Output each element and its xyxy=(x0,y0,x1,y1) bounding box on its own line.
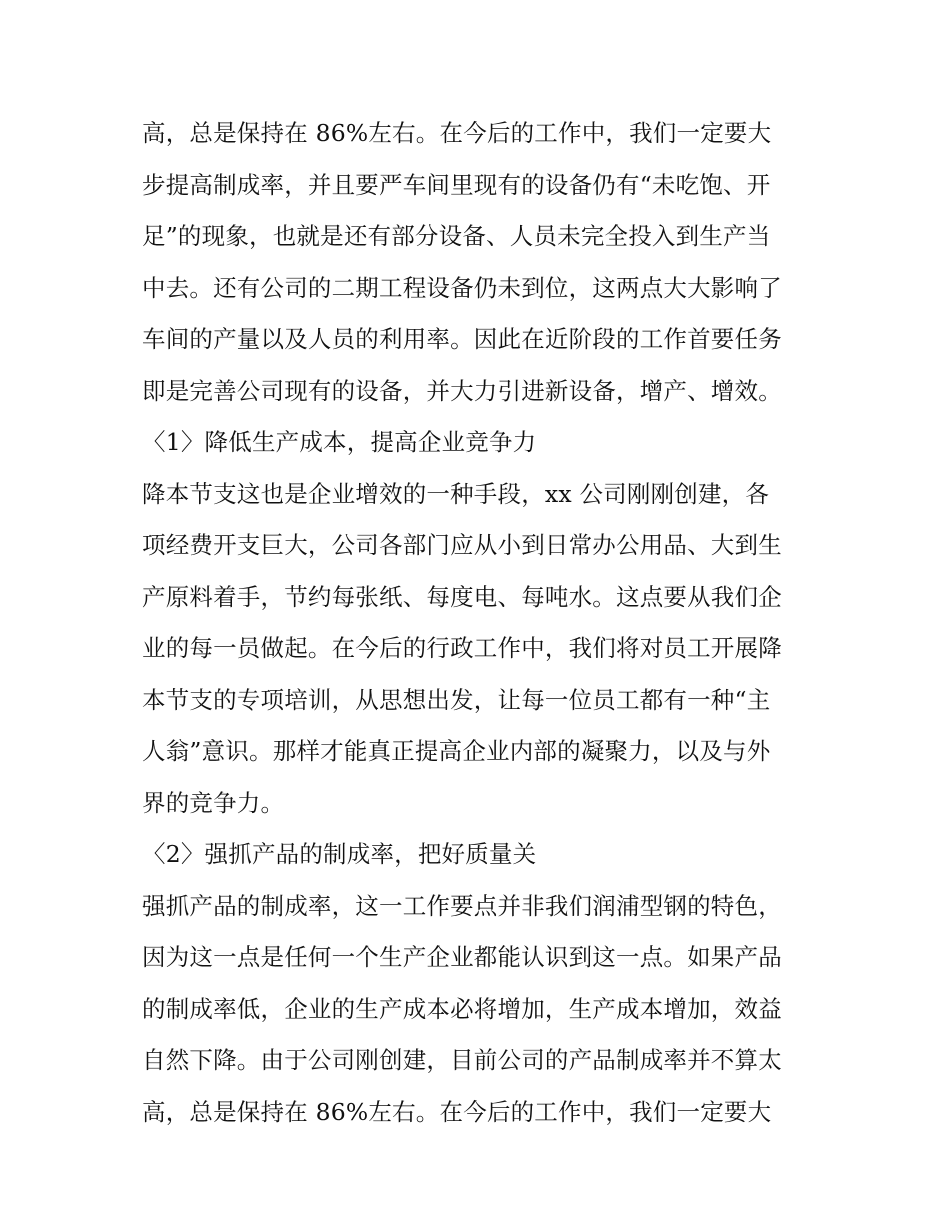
paragraph-line: 中去。还有公司的二期工程设备仍未到位，这两点大大影响了 xyxy=(142,273,782,302)
paragraph-line: 足”的现象，也就是还有部分设备、人员未完全投入到生产当 xyxy=(142,222,771,250)
paragraph-line: 的制成率低，企业的生产成本必将增加，生产成本增加，效益 xyxy=(142,994,782,1023)
paragraph-line: 降本节支这也是企业增效的一种手段，xx 公司刚刚创建，各 xyxy=(142,479,770,508)
paragraph-line: 业的每一员做起。在今后的行政工作中，我们将对员工开展降 xyxy=(142,634,782,662)
section-heading-1: 〈1〉降低生产成本，提高企业竞争力 xyxy=(142,428,537,456)
section-heading-2: 〈2〉强抓产品的制成率，把好质量关 xyxy=(142,840,537,868)
paragraph-line: 因为这一点是任何一个生产企业都能认识到这一点。如果产品 xyxy=(142,943,782,971)
paragraph-line: 即是完善公司现有的设备，并大力引进新设备，增产、增效。 xyxy=(142,376,782,405)
paragraph-line: 车间的产量以及人员的利用率。因此在近阶段的工作首要任务 xyxy=(142,325,782,353)
paragraph-line: 产原料着手，节约每张纸、每度电、每吨水。这点要从我们企 xyxy=(142,582,782,611)
paragraph-line: 强抓产品的制成率，这一工作要点并非我们润浦型钢的特色， xyxy=(142,891,782,920)
paragraph-line: 自然下降。由于公司刚创建，目前公司的产品制成率并不算太 xyxy=(142,1046,782,1074)
paragraph-line: 本节支的专项培训，从思想出发，让每一位员工都有一种“主 xyxy=(142,685,771,714)
document-body xyxy=(142,108,822,1138)
paragraph-line: 步提高制成率，并且要严车间里现有的设备仍有“未吃饱、开 xyxy=(142,170,771,199)
paragraph-line: 高，总是保持在 86%左右。在今后的工作中，我们一定要大 xyxy=(142,1097,772,1126)
paragraph-line: 高，总是保持在 86%左右。在今后的工作中，我们一定要大 xyxy=(142,119,772,147)
paragraph-line: 人翁”意识。那样才能真正提高企业内部的凝聚力，以及与外 xyxy=(142,737,771,765)
paragraph-line: 界的竞争力。 xyxy=(142,788,285,817)
paragraph-line: 项经费开支巨大，公司各部门应从小到日常办公用品、大到生 xyxy=(142,531,782,559)
